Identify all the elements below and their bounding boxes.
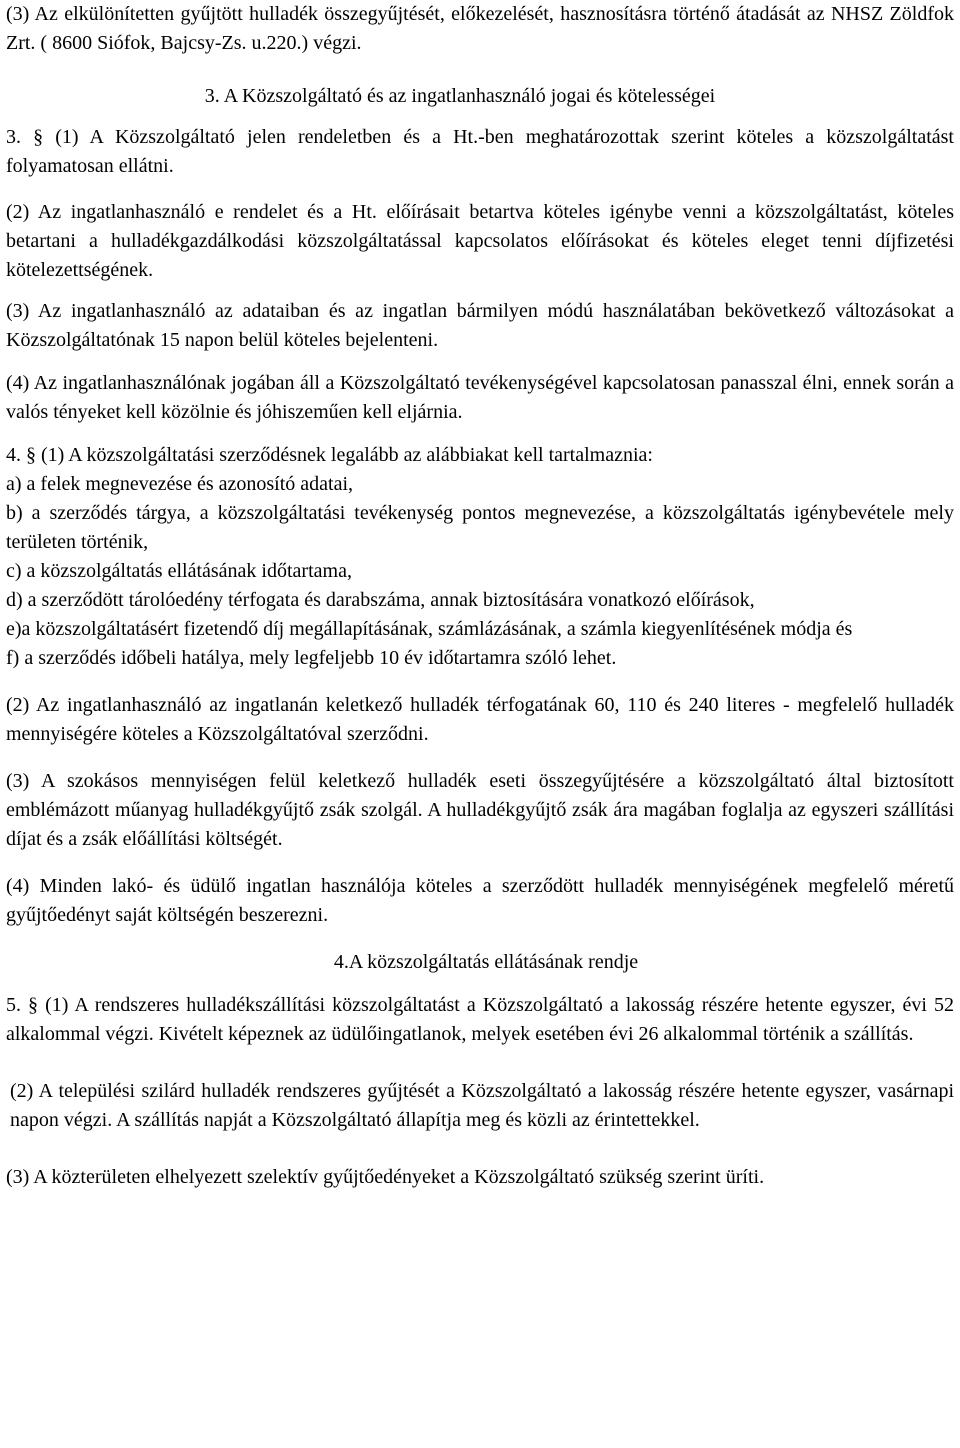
paragraph-collected-waste: (3) Az elkülönítetten gyűjtött hulladék összegyűjtését, előkezelését, hasznosításra történő átadását az NHSZ Zöldfok Zrt. ( 8600 Siófok, Bajcsy-Zs. u.220.) végzi. bbox=[6, 3, 954, 54]
paragraph-4-2: (2) Az ingatlanhasználó az ingatlanán keletkező hulladék térfogatának 60, 110 és 240 literes - megfelelő hulladék mennyiségére köteles a Közszolgáltatóval szerződni. bbox=[6, 694, 954, 745]
paragraph-5-3: (3) A közterületen elhelyezett szelektív gyűjtőedényeket a Közszolgáltató szükség szerint üríti. bbox=[6, 1166, 765, 1188]
paragraph-5-2: (2) A települési szilárd hulladék rendszeres gyűjtését a Közszolgáltató a lakosság részére hetente egyszer, vasárnapi napon végzi. A szállítás napját a Közszolgáltató állapítja meg és közli az érintettekkel. bbox=[10, 1080, 954, 1131]
list-item-d: d) a szerződött tárolóedény térfogata és darabszáma, annak biztosítására vonatkozó előírások, bbox=[6, 589, 755, 611]
paragraph-3-1: 3. § (1) A Közszolgáltató jelen rendeletben és a Ht.-ben meghatározottak szerint köteles a közszolgáltatást folyamatosan ellátni. bbox=[6, 126, 954, 177]
document-page bbox=[6, 0, 954, 1192]
list-item-b: b) a szerződés tárgya, a közszolgáltatási tevékenység pontos megnevezése, a közszolgáltatás igénybevétele mely területen történik, bbox=[6, 502, 954, 553]
section-heading-3: 3. A Közszolgáltató és az ingatlanhasználó jogai és kötelességei bbox=[204, 85, 716, 107]
paragraph-5-1: 5. § (1) A rendszeres hulladékszállítási közszolgáltatást a Közszolgáltató a lakosság részére hetente egyszer, évi 52 alkalommal végzi. Kivételt képeznek az üdülőingatlanok, melyek esetében évi 26 alkalommal történik a szállítás. bbox=[6, 994, 954, 1045]
paragraph-4-1: 4. § (1) A közszolgáltatási szerződésnek legalább az alábbiakat kell tartalmaznia: bbox=[6, 444, 653, 466]
list-item-f: f) a szerződés időbeli hatálya, mely legfeljebb 10 év időtartamra szóló lehet. bbox=[6, 647, 617, 669]
paragraph-3-2: (2) Az ingatlanhasználó e rendelet és a Ht. előírásait betartva köteles igénybe venni a közszolgáltatást, köteles betartani a hulladékgazdálkodási közszolgáltatással kapcsolatos előírásokat és köteles eleget tenni díjfizetési kötelezettségének. bbox=[6, 201, 954, 281]
list-item-e: e)a közszolgáltatásért fizetendő díj megállapításának, számlázásának, a számla kiegyenlítésének módja és bbox=[6, 618, 853, 640]
paragraph-4-3: (3) A szokásos mennyiségen felül keletkező hulladék eseti összegyűjtésére a közszolgáltató által biztosított emblémázott műanyag hulladékgyűjtő zsák szolgál. A hulladékgyűjtő zsák ára magában foglalja az egyszeri szállítási díjat és a zsák előállítási költségét. bbox=[6, 770, 954, 850]
list-item-c: c) a közszolgáltatás ellátásának időtartama, bbox=[6, 560, 352, 582]
section-heading-4: 4.A közszolgáltatás ellátásának rendje bbox=[333, 951, 639, 973]
paragraph-3-4: (4) Az ingatlanhasználónak jogában áll a Közszolgáltató tevékenységével kapcsolatosan panasszal élni, ennek során a valós tényeket kell közölnie és jóhiszeműen kell eljárnia. bbox=[6, 372, 954, 423]
list-item-a: a) a felek megnevezése és azonosító adatai, bbox=[6, 473, 354, 495]
paragraph-4-4: (4) Minden lakó- és üdülő ingatlan használója köteles a szerződött hulladék mennyiségének megfelelő méretű gyűjtőedényt saját költségén beszerezni. bbox=[6, 875, 954, 926]
paragraph-3-3: (3) Az ingatlanhasználó az adataiban és az ingatlan bármilyen módú használatában bekövetkező változásokat a Közszolgáltatónak 15 napon belül köteles bejelenteni. bbox=[6, 300, 954, 351]
